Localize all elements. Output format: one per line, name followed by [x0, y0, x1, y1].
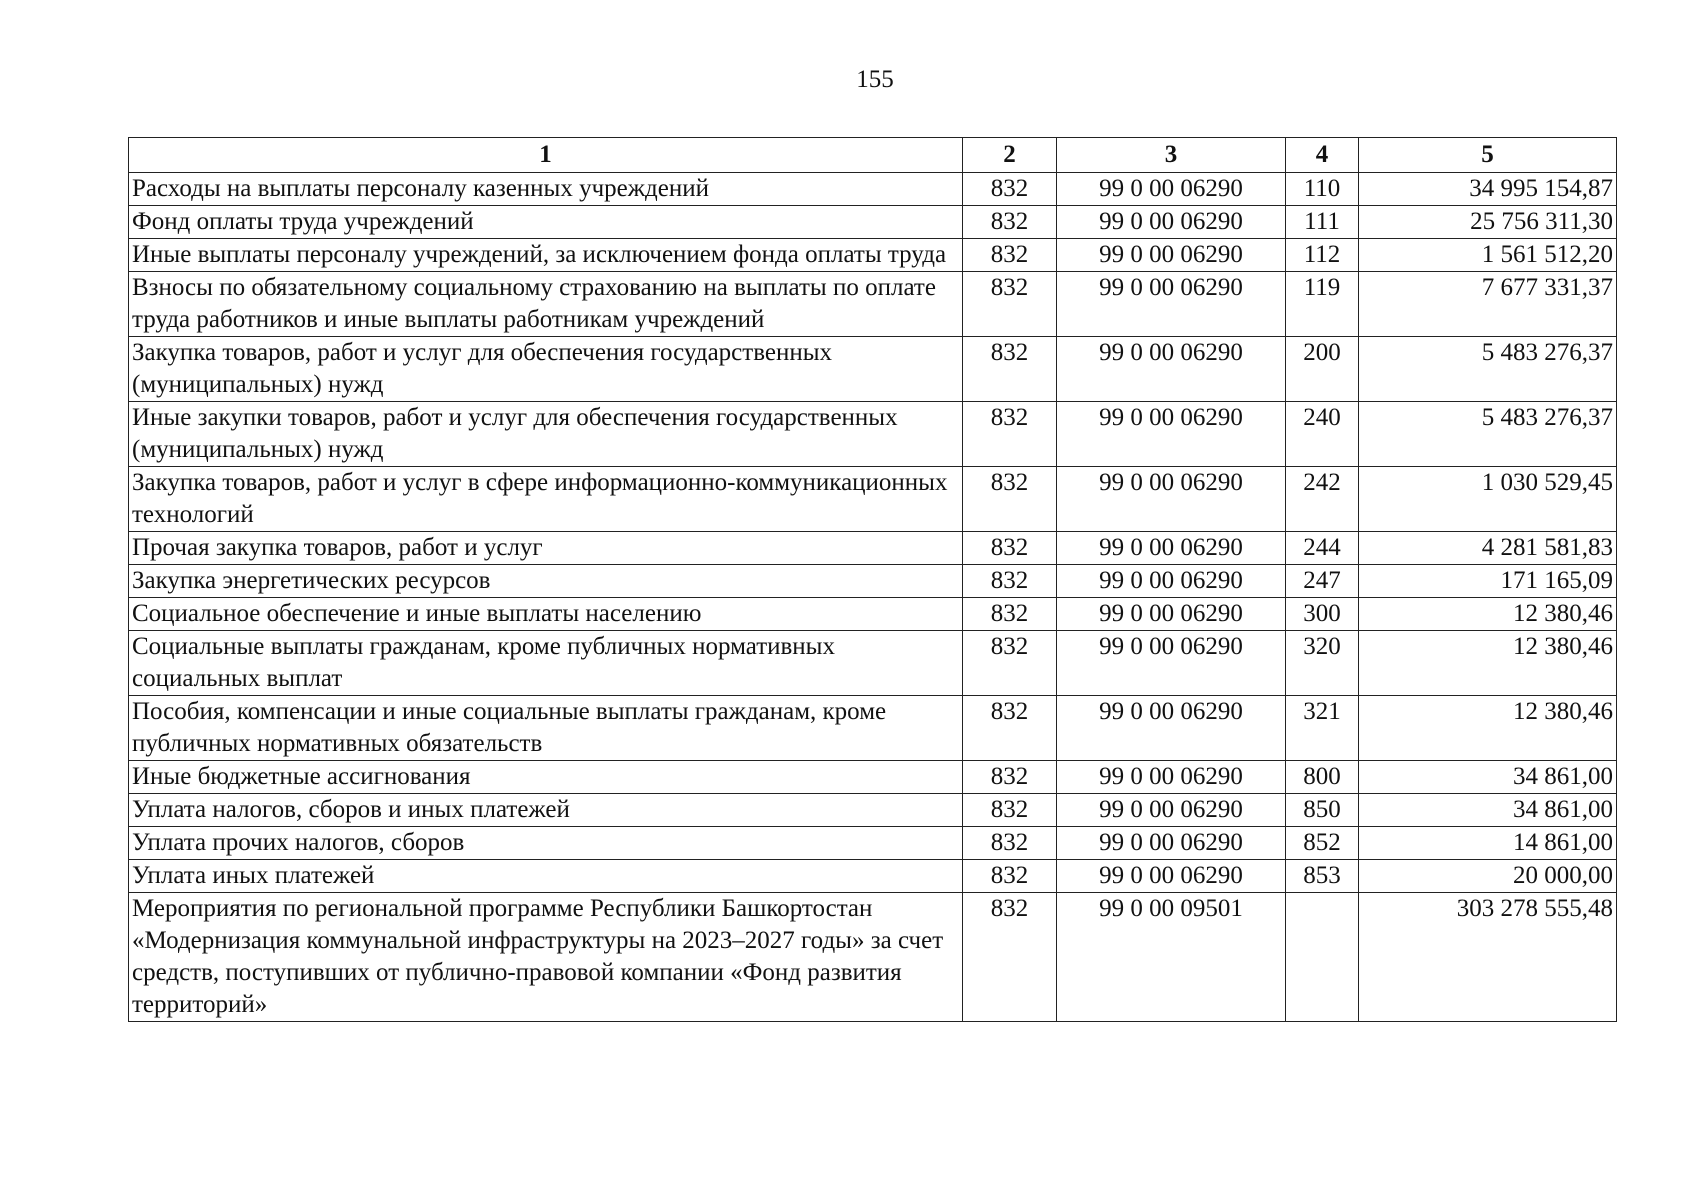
row-csr-cell: 99 0 00 06290 [1057, 206, 1286, 239]
row-code-cell: 832 [963, 206, 1057, 239]
row-csr-cell: 99 0 00 06290 [1057, 532, 1286, 565]
row-vr-cell: 800 [1286, 761, 1359, 794]
row-code-cell: 832 [963, 402, 1057, 467]
header-col-5: 5 [1359, 138, 1617, 173]
row-sum-cell: 34 861,00 [1359, 761, 1617, 794]
row-name-cell: Закупка товаров, работ и услуг для обеспечения государственных (муниципальных) нужд [129, 337, 963, 402]
table-row [129, 860, 1617, 893]
row-name-cell: Пособия, компенсации и иные социальные выплаты гражданам, кроме публичных нормативных обязательств [129, 696, 963, 761]
row-vr-cell: 242 [1286, 467, 1359, 532]
row-name-cell: Закупка товаров, работ и услуг в сфере информационно-коммуникационных технологий [129, 467, 963, 532]
row-vr-cell: 240 [1286, 402, 1359, 467]
table-row [129, 532, 1617, 565]
row-name-cell: Уплата прочих налогов, сборов [129, 827, 963, 860]
row-csr-cell: 99 0 00 06290 [1057, 631, 1286, 696]
row-sum-cell: 34 861,00 [1359, 794, 1617, 827]
row-vr-cell: 111 [1286, 206, 1359, 239]
row-sum-cell: 5 483 276,37 [1359, 337, 1617, 402]
row-code-cell: 832 [963, 467, 1057, 532]
row-vr-cell: 112 [1286, 239, 1359, 272]
row-vr-cell: 110 [1286, 173, 1359, 206]
row-name-cell: Социальные выплаты гражданам, кроме публичных нормативных социальных выплат [129, 631, 963, 696]
row-vr-cell: 200 [1286, 337, 1359, 402]
row-csr-cell: 99 0 00 06290 [1057, 565, 1286, 598]
row-vr-cell: 320 [1286, 631, 1359, 696]
row-code-cell: 832 [963, 272, 1057, 337]
row-name-cell: Закупка энергетических ресурсов [129, 565, 963, 598]
row-sum-cell: 1 030 529,45 [1359, 467, 1617, 532]
row-vr-cell: 244 [1286, 532, 1359, 565]
row-csr-cell: 99 0 00 06290 [1057, 598, 1286, 631]
row-csr-cell: 99 0 00 06290 [1057, 761, 1286, 794]
row-csr-cell: 99 0 00 06290 [1057, 402, 1286, 467]
row-code-cell: 832 [963, 565, 1057, 598]
row-name-cell: Иные закупки товаров, работ и услуг для обеспечения государственных (муниципальных) нужд [129, 402, 963, 467]
row-sum-cell: 12 380,46 [1359, 598, 1617, 631]
table-row [129, 337, 1617, 402]
row-csr-cell: 99 0 00 06290 [1057, 337, 1286, 402]
row-sum-cell: 5 483 276,37 [1359, 402, 1617, 467]
row-name-cell: Иные выплаты персоналу учреждений, за исключением фонда оплаты труда [129, 239, 963, 272]
row-csr-cell: 99 0 00 09501 [1057, 893, 1286, 1022]
table-row [129, 402, 1617, 467]
row-csr-cell: 99 0 00 06290 [1057, 794, 1286, 827]
row-sum-cell: 14 861,00 [1359, 827, 1617, 860]
row-code-cell: 832 [963, 631, 1057, 696]
row-vr-cell: 321 [1286, 696, 1359, 761]
row-csr-cell: 99 0 00 06290 [1057, 173, 1286, 206]
table-body [129, 173, 1617, 1022]
table-header-row [129, 138, 1617, 173]
table-row [129, 598, 1617, 631]
row-vr-cell: 850 [1286, 794, 1359, 827]
table-row [129, 173, 1617, 206]
page-number: 155 [856, 66, 894, 93]
header-col-1: 1 [129, 138, 963, 173]
budget-table [128, 137, 1617, 1022]
row-name-cell: Иные бюджетные ассигнования [129, 761, 963, 794]
row-code-cell: 832 [963, 598, 1057, 631]
row-name-cell: Расходы на выплаты персоналу казенных учреждений [129, 173, 963, 206]
row-code-cell: 832 [963, 532, 1057, 565]
table-row [129, 467, 1617, 532]
row-name-cell: Уплата иных платежей [129, 860, 963, 893]
header-col-4: 4 [1286, 138, 1359, 173]
table-row [129, 761, 1617, 794]
row-vr-cell: 853 [1286, 860, 1359, 893]
table-row [129, 239, 1617, 272]
row-vr-cell: 247 [1286, 565, 1359, 598]
row-vr-cell: 852 [1286, 827, 1359, 860]
row-name-cell: Социальное обеспечение и иные выплаты населению [129, 598, 963, 631]
row-csr-cell: 99 0 00 06290 [1057, 467, 1286, 532]
header-col-2: 2 [963, 138, 1057, 173]
row-code-cell: 832 [963, 893, 1057, 1022]
row-sum-cell: 7 677 331,37 [1359, 272, 1617, 337]
row-sum-cell: 34 995 154,87 [1359, 173, 1617, 206]
row-name-cell: Взносы по обязательному социальному страхованию на выплаты по оплате труда работников и иные выплаты работникам учреждений [129, 272, 963, 337]
row-sum-cell: 171 165,09 [1359, 565, 1617, 598]
row-csr-cell: 99 0 00 06290 [1057, 827, 1286, 860]
row-sum-cell: 303 278 555,48 [1359, 893, 1617, 1022]
row-sum-cell: 1 561 512,20 [1359, 239, 1617, 272]
row-code-cell: 832 [963, 696, 1057, 761]
row-sum-cell: 12 380,46 [1359, 696, 1617, 761]
table-row [129, 893, 1617, 1022]
row-sum-cell: 25 756 311,30 [1359, 206, 1617, 239]
row-csr-cell: 99 0 00 06290 [1057, 860, 1286, 893]
row-code-cell: 832 [963, 794, 1057, 827]
row-name-cell: Прочая закупка товаров, работ и услуг [129, 532, 963, 565]
row-code-cell: 832 [963, 239, 1057, 272]
row-code-cell: 832 [963, 761, 1057, 794]
row-code-cell: 832 [963, 173, 1057, 206]
row-csr-cell: 99 0 00 06290 [1057, 239, 1286, 272]
row-code-cell: 832 [963, 860, 1057, 893]
row-vr-cell: 300 [1286, 598, 1359, 631]
header-col-3: 3 [1057, 138, 1286, 173]
row-code-cell: 832 [963, 827, 1057, 860]
row-csr-cell: 99 0 00 06290 [1057, 272, 1286, 337]
row-name-cell: Уплата налогов, сборов и иных платежей [129, 794, 963, 827]
table-row [129, 827, 1617, 860]
row-sum-cell: 12 380,46 [1359, 631, 1617, 696]
table-row [129, 631, 1617, 696]
table-row [129, 206, 1617, 239]
row-sum-cell: 4 281 581,83 [1359, 532, 1617, 565]
row-csr-cell: 99 0 00 06290 [1057, 696, 1286, 761]
table-row [129, 565, 1617, 598]
row-sum-cell: 20 000,00 [1359, 860, 1617, 893]
table-row [129, 794, 1617, 827]
row-vr-cell [1286, 893, 1359, 1022]
row-name-cell: Фонд оплаты труда учреждений [129, 206, 963, 239]
row-vr-cell: 119 [1286, 272, 1359, 337]
row-code-cell: 832 [963, 337, 1057, 402]
row-name-cell: Мероприятия по региональной программе Республики Башкортостан «Модернизация коммунальной инфраструктуры на 2023–2027 годы» за счет средств, поступивших от публично-правовой компании «Фонд развития территорий» [129, 893, 963, 1022]
table-row [129, 272, 1617, 337]
table-row [129, 696, 1617, 761]
